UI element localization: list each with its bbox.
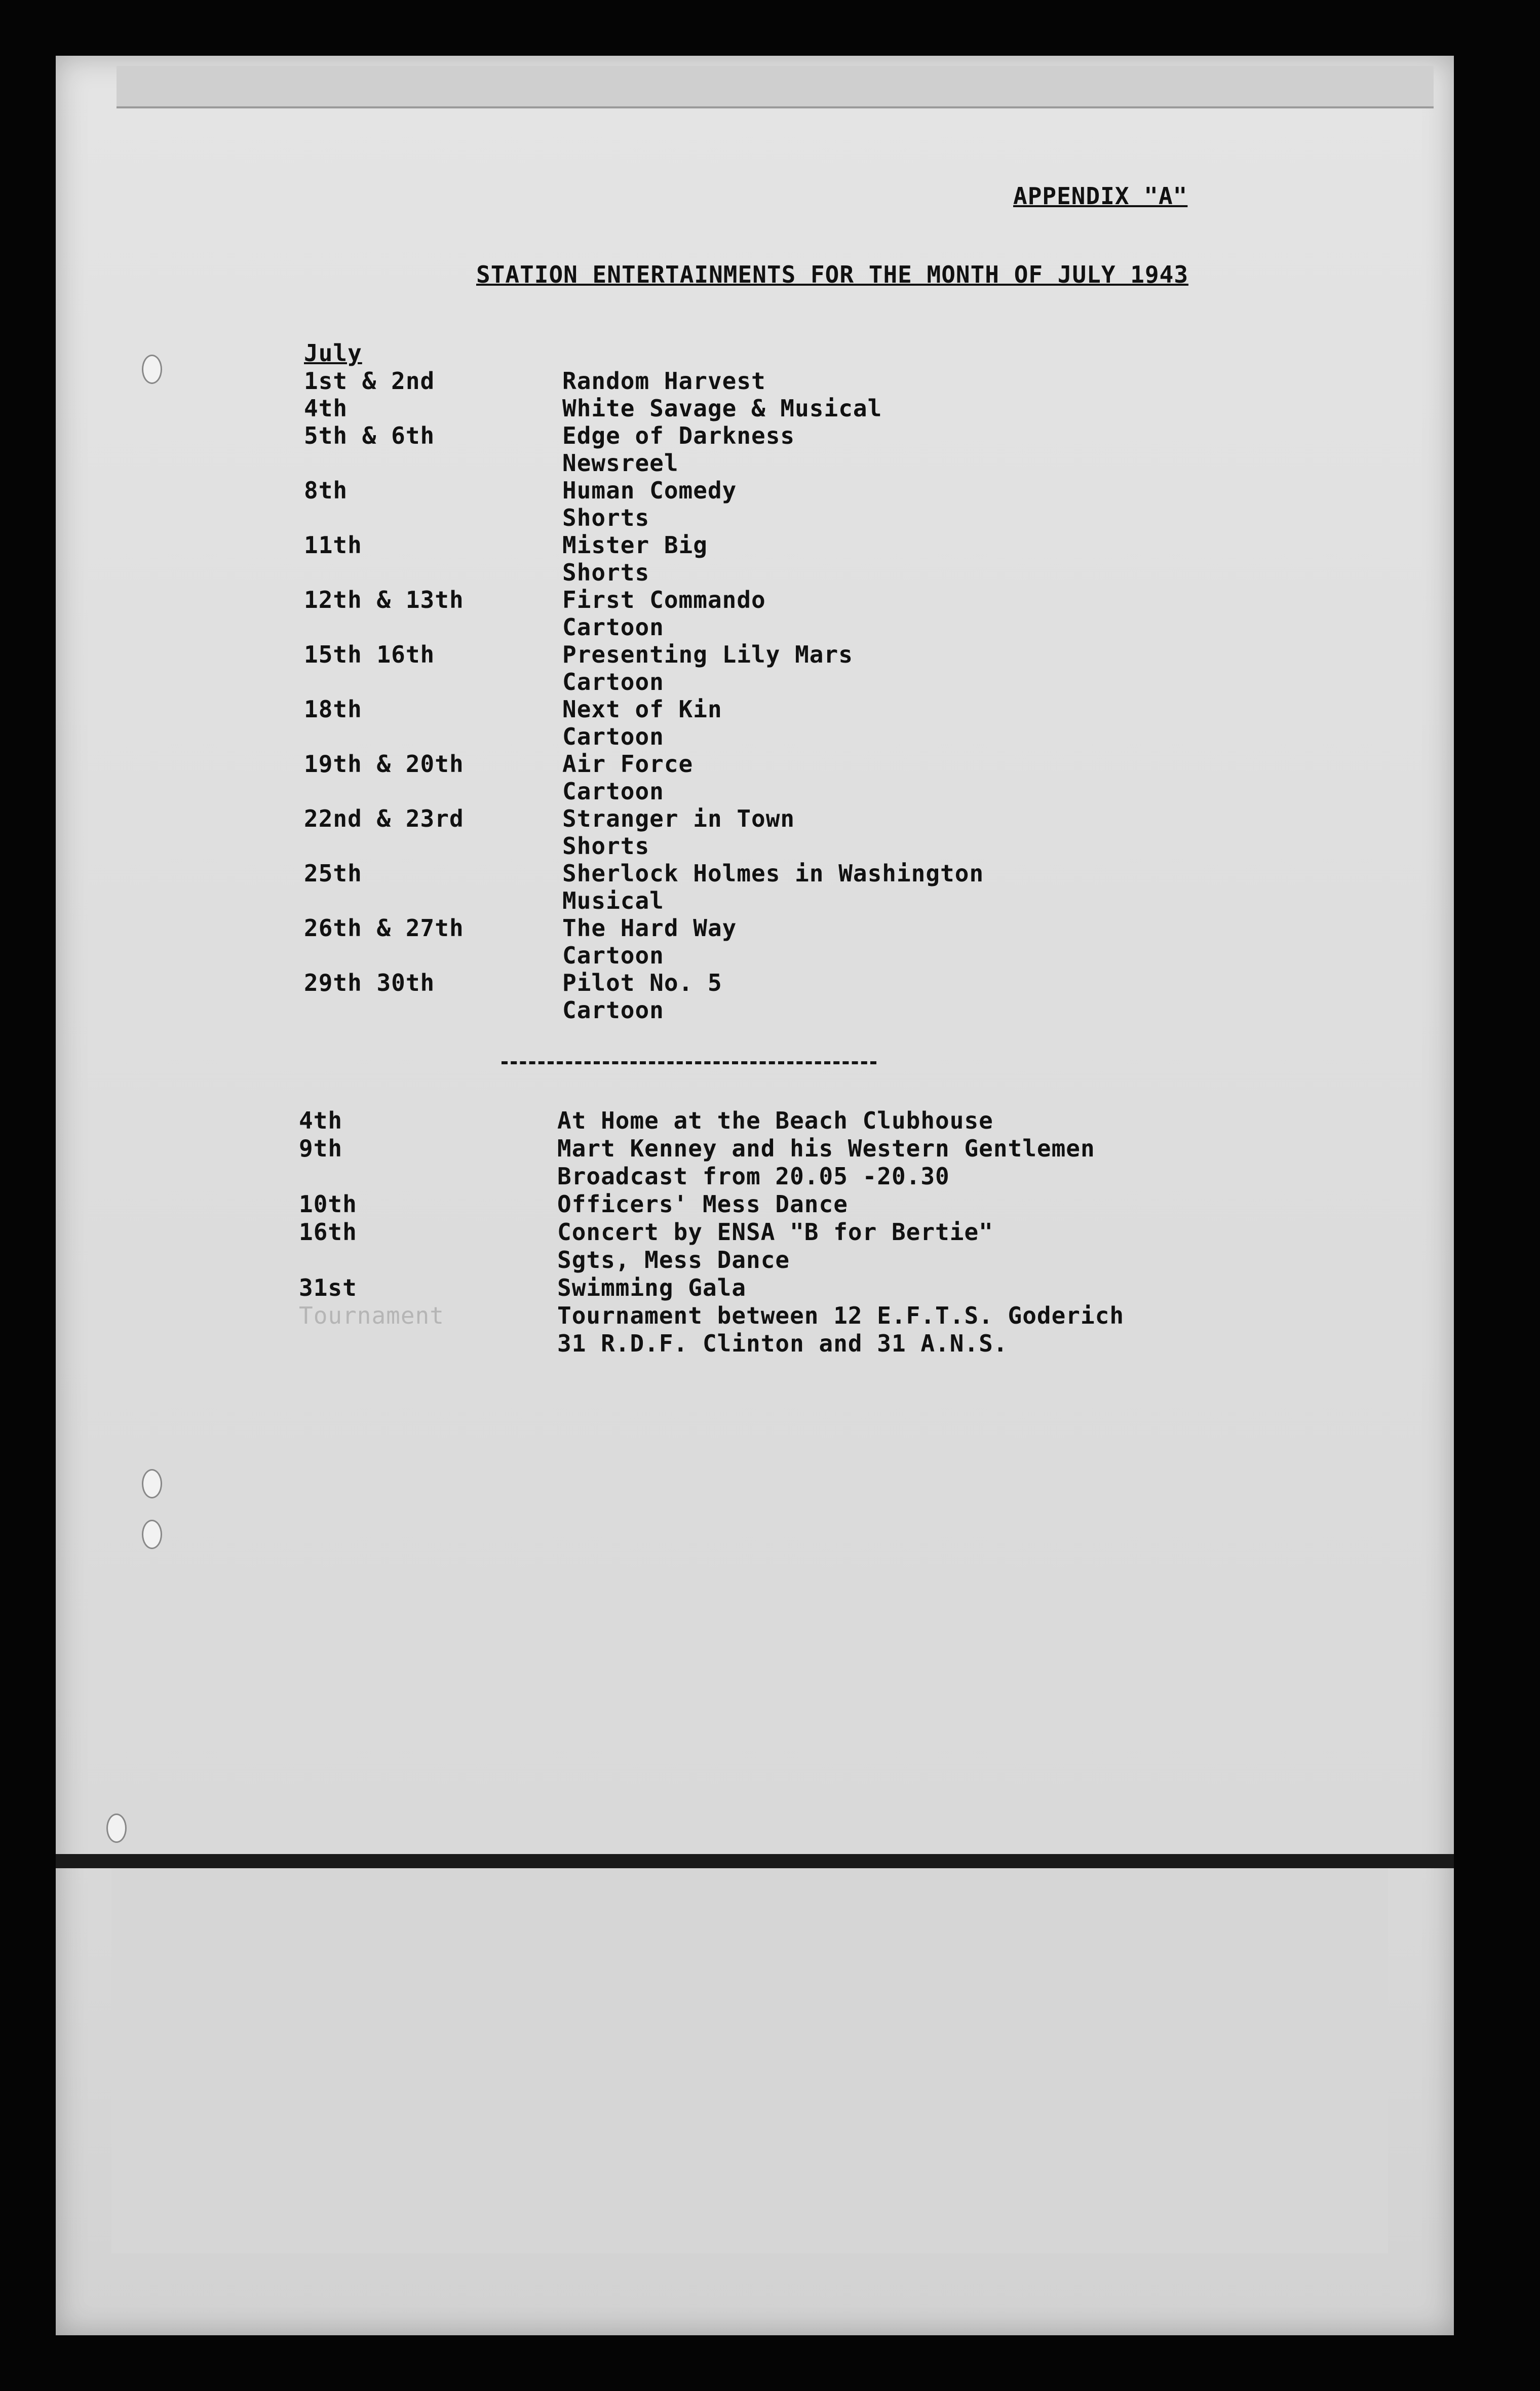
film-row-date: 11th <box>304 531 362 559</box>
film-row-date: 18th <box>304 696 362 723</box>
film-row-title: Mister Big <box>562 531 708 559</box>
film-row-title: Stranger in Town <box>562 805 795 832</box>
film-row-title: Human Comedy <box>562 477 737 504</box>
appendix-label: APPENDIX "A" <box>1013 182 1188 210</box>
section-divider <box>502 1061 876 1064</box>
film-row-title: Cartoon <box>562 778 664 805</box>
event-row-title: At Home at the Beach Clubhouse <box>557 1107 993 1134</box>
punch-hole <box>142 1469 162 1498</box>
event-row-title: Broadcast from 20.05 -20.30 <box>557 1163 950 1190</box>
film-row-date: 29th 30th <box>304 969 435 996</box>
film-row-date: 26th & 27th <box>304 914 464 942</box>
film-row-date: 22nd & 23rd <box>304 805 464 832</box>
film-row-title: Shorts <box>562 559 650 586</box>
film-row-title: Cartoon <box>562 613 664 641</box>
event-row-title: 31 R.D.F. Clinton and 31 A.N.S. <box>557 1330 1008 1357</box>
event-row-title: Concert by ENSA "B for Bertie" <box>557 1218 993 1246</box>
event-row-title: Mart Kenney and his Western Gentlemen <box>557 1135 1095 1162</box>
lower-page-section <box>111 1868 1388 2253</box>
punch-hole <box>142 355 162 384</box>
event-row-title: Sgts, Mess Dance <box>557 1246 790 1274</box>
film-row-date: 5th & 6th <box>304 422 435 449</box>
film-row-title: Cartoon <box>562 942 664 969</box>
film-row-title: Edge of Darkness <box>562 422 795 449</box>
punch-hole <box>142 1520 162 1549</box>
film-row-title: Shorts <box>562 504 650 531</box>
film-row-title: Cartoon <box>562 723 664 750</box>
film-row-date: 19th & 20th <box>304 750 464 778</box>
film-row-date: 12th & 13th <box>304 586 464 613</box>
film-row-title: Next of Kin <box>562 696 722 723</box>
film-row-title: Newsreel <box>562 449 679 477</box>
event-row-title: Swimming Gala <box>557 1274 747 1301</box>
film-row-date: 15th 16th <box>304 641 435 668</box>
event-row-title: Officers' Mess Dance <box>557 1190 848 1218</box>
event-row-date: 31st <box>299 1274 357 1301</box>
film-row-title: Musical <box>562 887 664 914</box>
film-row-title: White Savage & Musical <box>562 395 882 422</box>
film-row-date: 4th <box>304 395 348 422</box>
event-row-date: 4th <box>299 1107 343 1134</box>
event-row-date: 10th <box>299 1190 357 1218</box>
page-fold-line <box>56 1854 1454 1868</box>
film-row-title: Presenting Lily Mars <box>562 641 853 668</box>
event-row-date: 16th <box>299 1218 357 1246</box>
film-row-title: Air Force <box>562 750 694 778</box>
event-row-title: Tournament between 12 E.F.T.S. Goderich <box>557 1302 1125 1329</box>
film-row-title: First Commando <box>562 586 766 613</box>
film-row-title: The Hard Way <box>562 914 737 942</box>
film-row-title: Random Harvest <box>562 367 766 395</box>
month-header: July <box>304 339 362 367</box>
film-row-title: Sherlock Holmes in Washington <box>562 860 984 887</box>
event-row-date: Tournament <box>299 1302 444 1329</box>
film-row-title: Cartoon <box>562 996 664 1024</box>
page-title: STATION ENTERTAINMENTS FOR THE MONTH OF JULY 1943 <box>476 261 1189 288</box>
folded-top-edge <box>117 66 1434 108</box>
film-row-title: Pilot No. 5 <box>562 969 722 996</box>
film-row-date: 8th <box>304 477 348 504</box>
event-row-date: 9th <box>299 1135 343 1162</box>
punch-hole <box>106 1814 127 1843</box>
film-row-title: Shorts <box>562 832 650 860</box>
film-row-date: 25th <box>304 860 362 887</box>
film-row-title: Cartoon <box>562 668 664 696</box>
film-row-date: 1st & 2nd <box>304 367 435 395</box>
